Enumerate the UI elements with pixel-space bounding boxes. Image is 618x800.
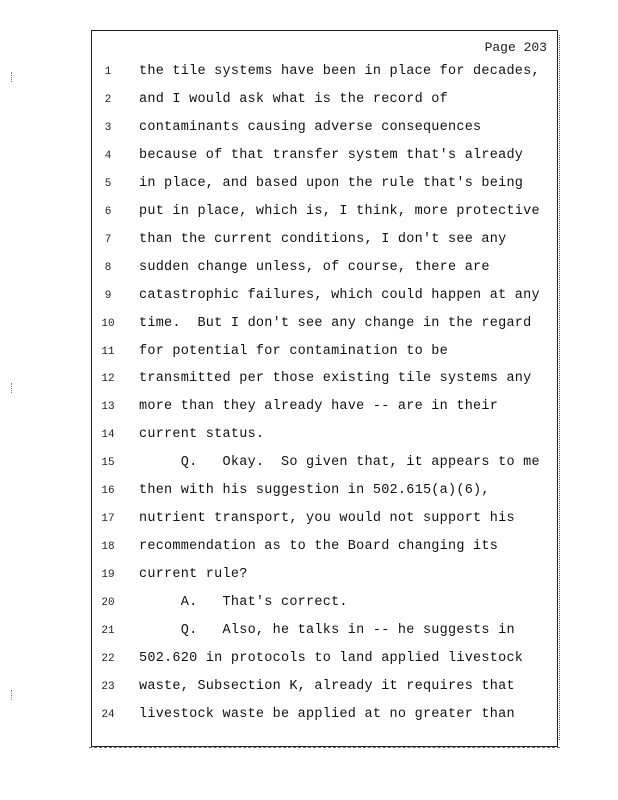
line-number: 18 (101, 541, 115, 554)
line-text: recommendation as to the Board changing its (139, 539, 499, 555)
line-number: 22 (101, 652, 115, 665)
line-text: contaminants causing adverse consequences (139, 119, 482, 135)
line-text: current rule? (139, 567, 248, 583)
transcript-line (92, 232, 559, 252)
transcript-line (92, 651, 559, 671)
line-text: current status. (139, 427, 265, 443)
transcript-line (92, 316, 559, 336)
line-number: 7 (104, 233, 112, 246)
line-number: 15 (101, 457, 115, 470)
transcript-line (92, 595, 559, 615)
line-text: in place, and based upon the rule that's being (139, 175, 524, 191)
transcript-line (92, 511, 559, 531)
line-number: 2 (104, 93, 112, 106)
line-text: more than they already have -- are in their (139, 399, 499, 415)
transcript-line (92, 371, 559, 391)
line-number: 16 (101, 485, 115, 498)
transcript-line (92, 455, 559, 475)
margin-mark-top (11, 72, 13, 82)
line-text: transmitted per those existing tile systems any (139, 371, 532, 387)
transcript-line (92, 623, 559, 643)
line-text: livestock waste be applied at no greater than (139, 706, 515, 722)
margin-mark-bottom (11, 690, 13, 700)
transcript-line (92, 204, 559, 224)
line-number: 24 (101, 708, 115, 721)
transcript-page (91, 30, 558, 747)
line-number: 5 (104, 177, 112, 190)
page-number: Page 203 (484, 40, 547, 55)
line-number: 1 (104, 66, 112, 78)
line-text: waste, Subsection K, already it requires that (139, 678, 515, 694)
transcript-line (92, 288, 559, 308)
line-text: nutrient transport, you would not support his (139, 511, 515, 527)
line-text: A. That's correct. (139, 595, 348, 611)
line-number: 19 (101, 569, 115, 582)
line-text: 502.620 in protocols to land applied livestock (139, 650, 524, 666)
transcript-line (92, 399, 559, 419)
bottom-rule (89, 747, 560, 748)
line-text: than the current conditions, I don't see any (139, 231, 507, 247)
line-text: sudden change unless, of course, there are (139, 259, 490, 275)
line-text: and I would ask what is the record of (139, 91, 448, 107)
line-number: 11 (101, 345, 115, 358)
line-number: 12 (101, 373, 115, 386)
transcript-line (92, 483, 559, 503)
line-number: 21 (101, 625, 115, 637)
line-number: 9 (104, 289, 112, 302)
line-number: 17 (101, 513, 115, 526)
line-number: 20 (101, 597, 115, 610)
line-text: the tile systems have been in place for decades, (139, 64, 540, 79)
margin-mark-middle (11, 383, 13, 393)
line-number: 3 (104, 121, 112, 134)
line-number: 13 (101, 401, 115, 414)
line-text: Q. Okay. So given that, it appears to me (139, 455, 540, 471)
line-number: 23 (101, 680, 115, 693)
line-number: 8 (104, 261, 112, 274)
line-number: 14 (101, 429, 115, 442)
line-number: 10 (101, 317, 115, 330)
line-text: for potential for contamination to be (139, 343, 448, 359)
transcript-line (92, 707, 559, 727)
line-text: time. But I don't see any change in the regard (139, 315, 532, 331)
transcript-line (92, 260, 559, 280)
transcript-line (92, 120, 559, 140)
transcript-line (92, 92, 559, 112)
line-text: because of that transfer system that's already (139, 147, 524, 163)
transcript-line (92, 344, 559, 364)
line-number: 6 (104, 205, 112, 218)
transcript-line (92, 64, 559, 84)
transcript-line (92, 679, 559, 699)
line-text: then with his suggestion in 502.615(a)(6), (139, 483, 490, 499)
transcript-line (92, 567, 559, 587)
line-text: Q. Also, he talks in -- he suggests in (139, 623, 515, 638)
line-text: catastrophic failures, which could happen at any (139, 287, 540, 303)
transcript-line (92, 148, 559, 168)
transcript-line (92, 176, 559, 196)
transcript-line (92, 427, 559, 447)
line-text: put in place, which is, I think, more protective (139, 203, 540, 219)
line-number: 4 (104, 149, 112, 162)
transcript-line (92, 539, 559, 559)
